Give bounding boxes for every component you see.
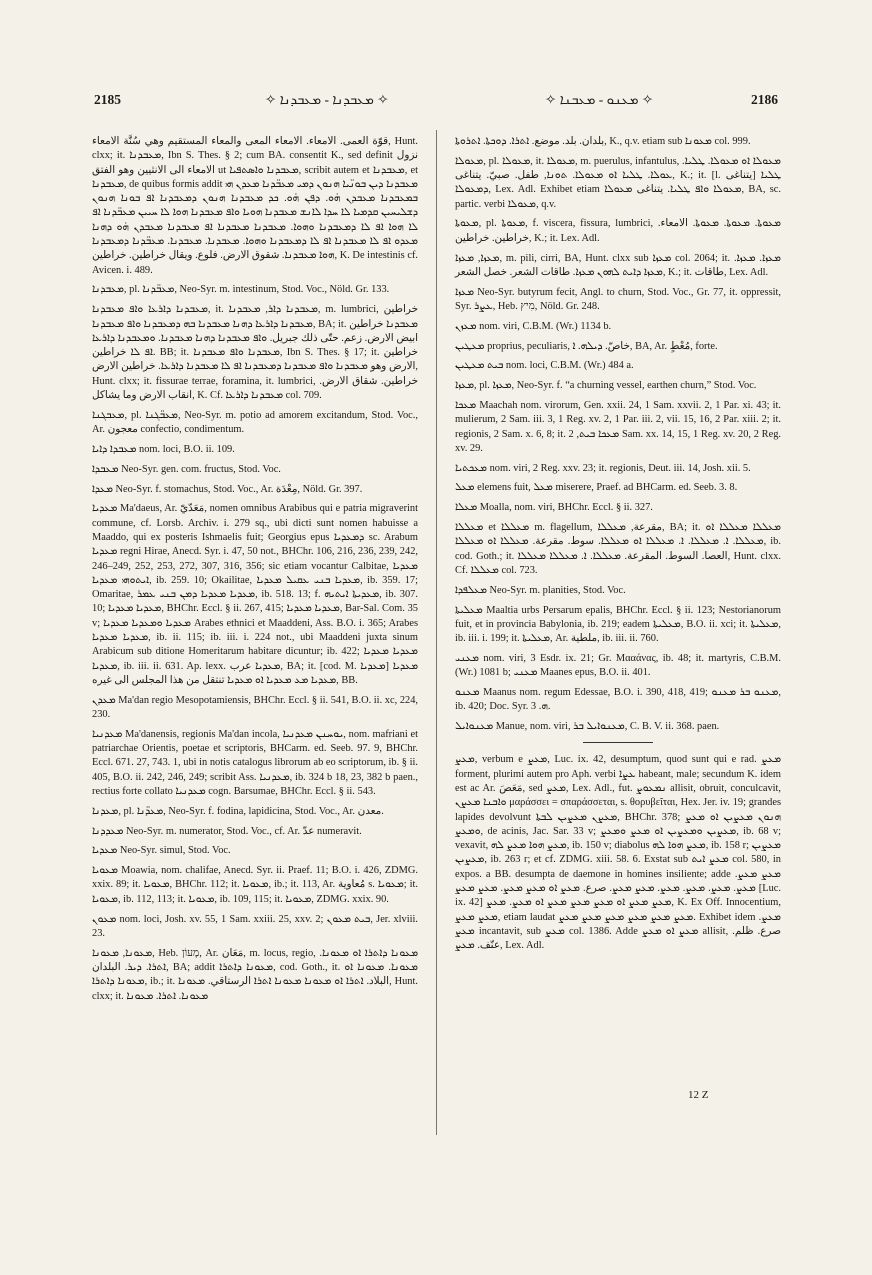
dictionary-entry xyxy=(92,728,418,799)
dictionary-entry xyxy=(92,947,418,1004)
page-header xyxy=(90,92,782,112)
dictionary-entry xyxy=(455,217,781,246)
entry-text: ܡܥܘܝܐ Moawia, nom. chalifae, Anecd. Syr. ii. Praef. 11; B.O. i. 426, ZDMG. xxix. 89; it. ܡܥܘܝܐ, BHChr. 112; it. ܡܥܘܝܐ, ib.; it. 113, Ar. مُعاوية s. ܡܥܘܝܐ; it. ܡܥܘܝܐ, ib. 112, 113; it. ܡܥܘܝܐ, ib. 109, 115; it. ܡܥܘܝܐ, ZDMG. xxix. 90. xyxy=(92,865,418,905)
dictionary-entry xyxy=(92,463,418,477)
dictionary-entry xyxy=(455,481,781,495)
entry-text: ܡܥܕܢܝܐ Ma'danensis, regionis Ma'dan incola, ܝܘܚܢܢ ܡܥܕܢܝܐ, nom. mafriani et patriarchae Orientis, poetae et scriptoris, BHCarm. ed. Seeb. 97. 9, BHChr. Eccl. 671. 27, 743. 1, ubi in notis catalogus librorum ab eo scriptorum, ib. § ii. 405, B.O. ii. 242, 246, 249; scribit Ass. ܡܥܕܢܝܐ, ib. 324 b 18, 23, 382 b paen., rectius forte collato ܡܥܕܢܝܐ cogn. Barsumae, BHChr. Eccl. § ii. 543. xyxy=(92,728,419,797)
dictionary-entry xyxy=(92,694,418,723)
entry-text: ܡܥܟܬܝܐ nom. viri, 2 Reg. xxv. 23; it. regionis, Deut. iii. 14, Josh. xii. 5. xyxy=(455,462,751,474)
entry-text: ܡܥܢܝ nom. viri, 3 Esdr. ix. 21; Gr. Μααάνας, ib. 48; it. martyris, C.B.M. (Wr.) 1081 b; ܡܥܢܝ Maanes epus, B.O. ii. 401. xyxy=(455,652,781,679)
dictionary-entry xyxy=(92,135,418,278)
entry-text: ܡܥܕܢ Ma'dan regio Mesopotamiensis, BHChr. Eccl. § ii. 541, B.O. ii. xc, 224, 230. xyxy=(92,694,418,720)
entry-text: قوّة العمى. الامعاء. الامعاء المعى والمعاء المستقيم وهي سُنَّة الامعاء, Hunt. clxx; it. ܡܥܒܕܢܐ, Ibn S. Thes. § 2; cum BA. consentit K., sed definit نزول الامعاء الى الانثيين وهو الفتق ut ܡܥܒܕܢܐ ܘܐܣܬܦܝܐ, scribit autem et ܡܥܒܕܢܐ, et ܡܥܒܕܢܐ, de quibus formis addit ܡܥܒܕܢܐ ܕܝܢ ܒܘܢ̈ܝܐ ܗܢܘܢ ܕܡܝ ܡܥܒ̈ܕܢܐ ܡܥܕܢ ܗܝ ܒܡܥܒܕܢܐ ܡܥܒܕܢ ܗ̇ܘ. ܕܦܢ ܗ̇ܘ. ܟܕ ܡܥܒܕܢܐ ܗܢܘܢ ܕܡܥܒܕܢܐ ܐܦ ܒܘܢܐ ܗܢܘܢ ܕܫܠܝܚܝܢ ܩܕܡܝܐ ܠܐ ܚܕܐ ܠܐܢܫ ܡܥܒܕܢܐ ܗܘܝܐ ܘܐܦ ܡܥܒܕܢܐ ܗܘܐ ܠܐ ܚܝܝܢ ܡܥܒ̈ܕܢܐ ܐܦ ܠܐ ܗܘܐ ܐܦ ܠܐ ܕܡܥܒܕܢܐ ܘܗܘܐ. ܡܥܒܕܢܐ ܡܥܒܕܢܐ ܐܦ ܡܥܒܕܢܐ ܡܥܒܕܢ ܗ̇ܘ ܕܗܢܐ ܡܥܕܘ ܐܦ ܠܐ ܡܥܒܕܢܐ ܐܦ ܠܐ ܕܡܥܒܕܢܐ ܘܗܘܐ. ܡܥܒܕܢܐ. ܡܥܒܕܢܐ. ܡܥܒ̈ܕܢܐ ܕܡܥܒܕܢܐ ܗܘܐ ܡܥܒܕܢܐ. شقوق الارض. فلوع. ويقال خراطين. خراطين, K. De intestinis cf. Avicen. i. 489. xyxy=(92,136,419,276)
dictionary-entry xyxy=(455,501,781,515)
entry-text: ܡܥܙܢ nom. viri, C.B.M. (Wr.) 1134 b. xyxy=(455,320,612,332)
entry-text: ܡܥܕܢܐ, pl. ܡܥܕ̈ܢܐ, Neo-Syr. f. fodina, lapidicina, Stod. Voc., Ar. معدن. xyxy=(92,805,384,817)
dictionary-entry xyxy=(455,320,781,334)
left-column xyxy=(92,135,418,1009)
dictionary-entry xyxy=(455,379,781,393)
entry-text: ܡܥܨ, verbum e ܡܥܨ, Luc. ix. 42, desumptum, quod sunt qui e rad. ܡܥܨ forment, plurimi autem pro Aph. verbi ܥܨܐ habeant, male; secundum K. idem est ac Ar. مَعَصَ, sed ܡܥܨ, Lex. Adl., fut. ܢܡܥܘܨ allisit, obruit, conculcavit, ܘܐܒܢܐ ܡܥܨܢ μαράσσει = σπαράσσεται, s. θορυβεῖται, Hex. Jer. iv. 19; grandes lapides devolvunt ܡܥܨܢ ܡܥܨܝܢ ܠܒܬܐ, BHChr. 378; ܗܢܘܢ ܡܥܨܝܢ ܐܘ ܡܥܨ ܘܡܥܨ, de acinis, Jac. Sar. 33 v; ܡܥܨܝܢ ܘܡܥܨܝܢ ܐܘ ܡܥܨ ܘܡܥܨ, ib. 68 v; vexavit, ܡܥܨ ܗܘܐ ܡܥܨ ܠܗ, ib. 150 v; diabolus ܡܥܨ ܗܘܐ ܠܗ, ib. 158 r; ܡܥܨܝܢ ܡܥܨܝܢ, ib. 263 r; et cf. ZDMG. xiii. 58. 6. Exstat sub ܡܥܨ ܐܝܬ col. 580, in expos. a BB. desumpta de daemone in homines insiliente; adde ܡܥܨ ܡܥܨ. ܡܥܨ. ܡܥܨ. ܡܥܨ. ܡܥܨ. ܡܥܨ ܡܥܨ. صرع. ܡܥܨ ܐܘ ܡܥܨ ܡܥܨ. ܡܥܨ ܡܥܨ [Luc. ix. 42] ܡܥܨ ܡܥܨ ܐܘ ܡܥܨ ܡܥܨ ܡܥܨ ܐܘ ܡܥܨ. ܡܥܨ, K. Ex Off. Innocentium, ܡܥܨ ܡܥܨ, etiam laudat ܡܥܨ ܡܥܨ ܡܥܨ ܡܥܨ ܡܥܨ ܡܥܨ. Exhibet idem ܡܥܨ. ܡܥܨ incantavit, sub ܡܥܨ col. 1386. Adde ܡܥܨ ܐܘ ܡܥܨ allisit, صرع. ظلم. عنّف. ܡܥܨ, Lex. Adl. xyxy=(455,754,782,952)
dictionary-entry xyxy=(92,844,418,858)
entry-text: ܡܥܢܘܐܝܠ Manue, nom. viri, ܡܥܢܘܐܝܠ ܒܪ, C. B. V. ii. 368. paen. xyxy=(455,721,720,733)
entry-text: ܡܥܙܐ, pl. ܡܥܙܐ, Neo-Syr. f. “a churning vessel, earthen churn,” Stod. Voc. xyxy=(455,380,757,392)
page-number-left: 2185 xyxy=(94,92,121,107)
dictionary-entry xyxy=(455,252,781,281)
entry-text: ܡܥܠܐ Moalla, nom. viri, BHChr. Eccl. § ii. 327. xyxy=(455,502,653,514)
dictionary-entry xyxy=(455,462,781,476)
dictionary-entry xyxy=(92,825,418,839)
entry-text: ܡܥܟܐ Maachah nom. virorum, Gen. xxii. 24, 1 Sam. xxvii. 2, 1 Par. xi. 43; it. mulierum, 2 Sam. iii. 3, 1 Reg. xv. 2, 1 Par. iii. 2, vii. 15, 16, 2 Par. xiii. 2; it. regionis, 2 Sam. x. 6, 8; it. ܡܥܟܐ ܒܝܬ, 2 Sam. xx. 14, 15, 1 Reg. xv. 20, 2 Reg. xv. 29. xyxy=(455,399,782,454)
entry-text: ܡܥܕܕܢܐ Neo-Syr. m. numerator, Stod. Voc., cf. Ar. عدّ numeravit. xyxy=(92,825,362,837)
page-number-right: 2186 xyxy=(751,92,778,107)
entry-text: ܡܥܒܕܢܐ, pl. ܡܥܒ̈ܕܢܐ, Neo-Syr. m. intestinum, Stod. Voc., Nöld. Gr. 133. xyxy=(92,284,390,296)
entry-text: ܡܥܕܝܐ Neo-Syr. simul, Stod. Voc. xyxy=(92,845,231,857)
entry-text: ܡܥܕܐ Neo-Syr. f. stomachus, Stod. Voc., Ar. مِعْدَة, Nöld. Gr. 397. xyxy=(92,483,363,495)
entry-text: ܡܥܘܢܐ, ܡܥܘܢܐ, Heb. מָעוֹן, Ar. مَعَان, m. locus, regio, ܡܥܘܢܐ ܕܐܬܪܐ ܐܘ ܡܥܘܢܐ. ܐܬܪܐ. ܕܝܪ. البلدان, BA; addit ܡܥܘܢܐ ܕܐܬܪܐ, cod. Goth., it. ܡܥܘܢܐ. ܡܥܘܢܐ ܐܘ ܡܥܘܢܐ ܕܐܬܪܐ, ib.; it. البلاد. ܐܬܪܐ ܐܘ ܡܥܘܢܐ ܡܥܘܢܐ ܐܬܪܐ الرستاقي. ܡܥܘܢܐ, Hunt. clxx; it. ܡܥܘܢܐ. ܐܬܪܐ. ܡܥܘܢܐ xyxy=(92,947,419,1002)
dictionary-entry xyxy=(92,483,418,497)
dictionary-entry xyxy=(92,283,418,297)
dictionary-entry xyxy=(92,303,418,403)
entry-text: ܡܥܘܬܐ, pl. ܡܥܘܬܐ, f. viscera, fissura, lumbrici, ܡܥܘܬܐ. ܡܥܘܬܐ. ܡܥܘܬܐ. الامعاء. خراطين. خراطين, K.; it. Lex. Adl. xyxy=(455,218,781,244)
entry-text: ܡܥܙܐ Neo-Syr. butyrum fecit, Angl. to churn, Stod. Voc., Gr. 77, it. oppressit, Syr. ܥܨܪ, Heb. מִיץ, Nöld. Gr. 248. xyxy=(455,286,781,312)
entry-text: ܡܥܒܕܐ ܕܐܝܐ nom. loci, B.O. ii. 109. xyxy=(92,443,235,455)
dictionary-entry xyxy=(455,753,781,953)
entry-text: ܡܥܒܓܢܐ, pl. ܡܥܒ̈ܓܢܐ, Neo-Syr. m. potio ad amorem excitandum, Stod. Voc., Ar. معجون confectio, condimentum. xyxy=(92,409,418,436)
entry-text: ܡܥܛܝܢ proprius, peculiaris, خاصّ. ܕܝܠܗ. ܐ, BA, Ar. مُعْطٍ, forte. xyxy=(455,340,718,352)
entry-text: بلدان. بلد. موضع. ܐܬܪܐ. ܕܘܟܬܐ. ܐܬܪܘܬܐ, K., q.v. etiam sub ܡܥܘܢܐ col. 999. xyxy=(455,136,751,147)
dictionary-entry xyxy=(92,864,418,907)
dictionary-entry xyxy=(92,409,418,438)
dictionary-entry xyxy=(455,720,781,734)
section-divider xyxy=(583,742,653,743)
dictionary-entry xyxy=(92,913,418,942)
entry-text: ܡܥܠ elemens fuit, ܡܥܠ miserere, Praef. ad BHCarm. ed. Seeb. 3. 8. xyxy=(455,482,738,494)
dictionary-entry xyxy=(455,521,781,578)
running-head-right: ✧ ܡܥܢܘ - ܡܥܒܢܐ ✧ xyxy=(545,92,654,107)
dictionary-entry xyxy=(455,399,781,456)
entry-text: ܡܥܠܠܐ et ܡܥܠܠܐ m. flagellum, مقرعة, ܡܥܠܠܐ, BA; it. ܡܥܠܠܐ ܡܥܠܠܐ ܐܘ ܡܥܠܠܐ. ܐ. ܡܥܠܠܐ. ܐ. ܡܥܠܠܐ ܐܘ ܡܥܠܠܐ. سوط. مقرعة. ܡܥܠܠܐ ܐܘ ܡܥܠܠܐ, ib. cod. Goth.; it. العصا. السوط. المقرعة. ܡܥܠܠܐ. ܐ. ܡܥܠܠܐ ܡܥܠܠܐ, Hunt. clxx. Cf. ܡܥܠܠܐ col. 723. xyxy=(455,522,781,576)
dictionary-entry xyxy=(455,652,781,681)
dictionary-entry xyxy=(455,686,781,715)
entry-text: ܡܥܘܠܐ, pl. ܡܥܘܠܐ, it. ܡܥܘܠܐ, m. puerulus, infantulus, ܡܥܘܠܐ ܐܘ ܡܥܘܠܐ. ܛܠܝܐ. ܥܘܠܐ. ܛܠܝܐ ܐܘ ܡܥܘܠܐ. ܬܘܢܐ, طفل. صبيّ. يتناغى, K.; it. [l. يتناغى] ܛܠܝܐ ܕܡܥܘܠܐ, Lex. Adl. Exhibet etiam ܡܥܘܠܐ ܘܐܦ ܛܠܝܐ. يتناغى ܡܥܘܠܐ, BA, sc. partic. verbi ܡܥܘܠܐ, q.v. xyxy=(455,155,782,210)
entry-text: ܡܥܠܝܬܐ Maaltia urbs Persarum epalis, BHChr. Eccl. § ii. 123; Nestorianorum fuit, et in provincia Babylonia, ib. 219; eadem ܡܥܠܝܬܐ, B.O. ii. xci; it. ܡܥܠܝܬܐ, ib. iii. i. 199; it. ܡܥܠܝܬܐ, Ar. ملطية, ib. iii. ii. 760. xyxy=(455,604,781,645)
entry-text: ܡܥܢܘ Maanus nom. regum Edessae, B.O. i. 390, 418, 419; ܡܥܢܘ ܒܪ ܡܥܢܘ, ib. 420; Doc. Syr. ܗ. 3. xyxy=(455,687,781,713)
dictionary-entry xyxy=(455,340,781,354)
dictionary-entry xyxy=(455,286,781,315)
entry-text: ܒܝܬ ܡܥܛܝܢ nom. loci, C.B.M. (Wr.) 484 a. xyxy=(455,360,634,372)
entry-text: ܡܥܘܢ nom. loci, Josh. xv. 55, 1 Sam. xxiii. 25, xxv. 2; ܒܝܬ ܡܥܘܢ, Jer. xlviii. 23. xyxy=(92,913,419,939)
entry-text: ܡܥܒܕܐ Neo-Syr. gen. com. fructus, Stod. Voc. xyxy=(92,463,281,475)
running-head-left: ✧ ܡܥܒܕܢܐ - ܡܥܒܕܢܐ ✧ xyxy=(265,92,389,107)
dictionary-entry xyxy=(455,584,781,598)
dictionary-entry xyxy=(455,155,781,212)
right-column xyxy=(455,135,781,959)
dictionary-entry xyxy=(92,502,418,688)
dictionary-entry xyxy=(455,135,781,149)
signature-mark: 12 Z xyxy=(688,1089,709,1101)
dictionary-entry xyxy=(455,359,781,373)
entry-text: ܡܥܠܦܕܐ Neo-Syr. m. planities, Stod. Voc. xyxy=(455,584,626,596)
column-rule xyxy=(436,130,437,1135)
dictionary-entry xyxy=(92,443,418,457)
entry-text: ܡܥܒܕܢܐ ܕܐܪܥܐ ܘܐܦ ܡܥܒܕܢܐ, it. ܡܥܒܕܢܐ ܕܐܪ, ܡܥܒܕܢܐ, m. lumbrici, خراطين ܡܥܒܕܢܐ ܕܐܪܥܐ ܕܗܢܐ ܡܥܒܕܢܐ ܒܗ ܕܡܥܒܕܢܐ ܘܐܦ ܡܥܒܕܢܐ, BA; it. ܡܥܒܕܢܐ خراطين ابيض الارض. زعم. حتّى ذلك جبريل. ܘܐܦ ܡܥܒܕܢܐ ܕܗܢܐ ܡܥܒܕܢܐ. ܘܡܥܒܕܢܐ ܕܐܪܥܐ ܐܦ ܠܐ خراطين. BB; it. ܡܥܒܕܢܐ ܘܐܦ ܡܥܒܕܢܐ, Ibn S. Thes. § 17; it. خراطين الارض وهو ܡܥܒܕܢܐ ܘܐܦ ܡܥܒܕܢܐ ܕܡܥܒܕܢܐ ܐܦ ܠܐ ܡܥܒܕܢܐ ܕܐܪܥܐ. خراطين الارض, Hunt. clxx; it. fissurae terrae, foramina, it. lumbrici, خراطين. شقاق الارض. انقاب الارض وما يشاكل, K. Cf. ܡܥܒܕܢܐ ܕܐܪܥܐ col. 709. xyxy=(92,304,418,402)
dictionary-entry xyxy=(455,604,781,647)
dictionary-entry xyxy=(92,805,418,819)
entry-text: ܡܥܕܝܐ Ma'daeus, Ar. مَعَدّيّ, nomen omnibus Arabibus qui e patria migraverint commune, cf. Lorsb. Archiv. i. 279 sq., ubi dicti sunt nomen habuisse a Maaddo, qui ex posteris Ishmaelis fuit; Georgius epus ܕܡܥܕܝܐ sc. Arabum ܡܥܕܝܐ regni Hirae, Anecd. Syr. i. 47, 50 not., BHChr. 106, 216, 236, 239, 242, 246–249, 252, 253, 272, 307, 316, 356; sic etiam vocantur Calbitae, ܡܥܕܝܐ ܐܝܬܘܗܝ ܡܥܕܝܐ, ib. 259. 10; Okailitae, ܡܥܕܝܐ ܒܢܝ ܥܩܝܠ ܡܥܕܝܐ, ib. 359. 17; Omaritae, ܡܥܕܝܐ ܡܥܕܝܐ ܕܡܢ ܒܢܝ ܥܡܪ, ib. 518. 13; f. ܡܥܕܝܬܐ ܐܝܬܝܗ, ib. 307. 10; ܡܥܕܝܐ ܡܥܕܝܐ, BHChr. Eccl. § ii. 267, 415; ܡܥܕܝܐ ܡܥܕܝܐ, Bar-Sal. Com. 35 v; ܡܥܕܝܐ ܘܡܥܕܝܐ ܡܥܕܝܐ Arabes ethnici et Maaddeni, Ass. B.O. i. 365; Arabes ܡܥܕܝܐ ܡܥܕܝܐ, ib. ii. 115; ib. iii. i. 224 not., ubi Maaddeni juxta sinum Arabicum sub ditione Homeritarum habitare dicuntur; ib. 422; ܡܥܕܝܐ ܡܥܕܝܐ ܡܥܕܝܐ, ib. iii. ii. 631. Ap. lexx. ܡܥܕܝܐ عرب, BA; it. [cod. M. ܡܥܕܝܐ] ܡܥܕܝܐ ܡܥܕܝܐ ܡܥ ܡܥܕܝܐ ܐܘ ܡܥܕܝܐ تنتقل من هذا المجلس الى غيره, BB. xyxy=(92,503,419,686)
entry-text: ܡܥܙܐ, ܡܥܙܐ, m. pili, cirri, BA, Hunt. clxx sub ܡܥܙܐ col. 2064; it. ܡܥܙܐ. ܡܥܙܐ. ܡܥܙܐ ܕܐܝܬ ܠܗܘܢ ܡܥܙܐ. طاقات الشعر. خصل الشعر, K.; it. طاقات, Lex. Adl. xyxy=(455,252,781,278)
